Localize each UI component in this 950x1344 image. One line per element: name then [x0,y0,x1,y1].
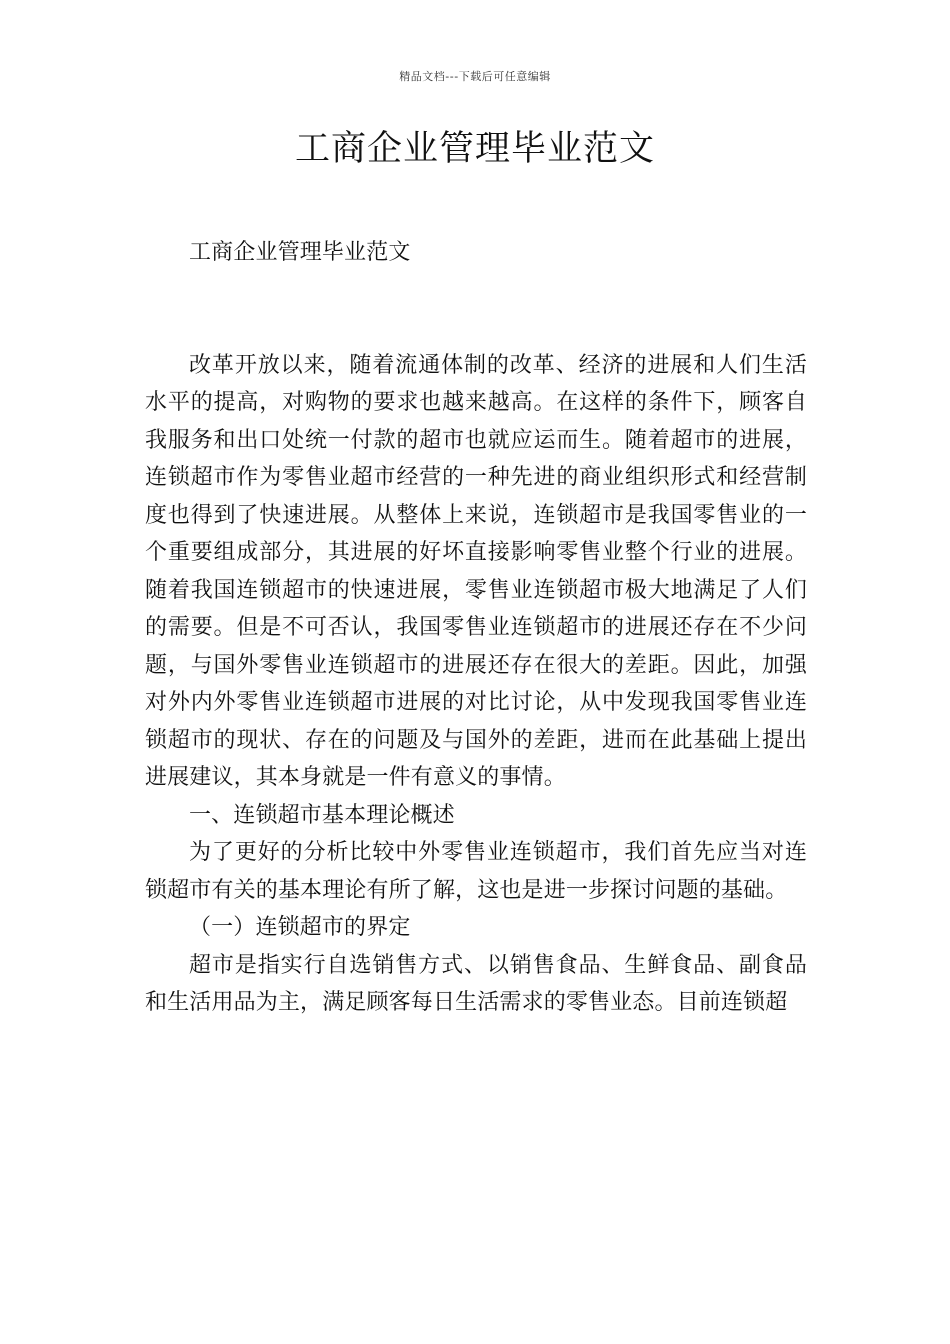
document-body [145,234,807,1022]
subsection-1-paragraph: 超市是指实行自选销售方式、以销售食品、生鲜食品、副食品和生活用品为主，满足顾客每日生活需求的零售业态。目前连锁超 [145,952,807,1015]
section-1-paragraph: 为了更好的分析比较中外零售业连锁超市，我们首先应当对连锁超市有关的基本理论有所了解，这也是进一步探讨问题的基础。 [145,840,807,903]
section-heading-1: 一、连锁超市基本理论概述 [189,802,455,828]
body-title-line: 工商企业管理毕业范文 [189,240,411,265]
header-note: 精品文档---下载后可任意编辑 [399,70,551,83]
document-title: 工商企业管理毕业范文 [294,129,655,169]
intro-paragraph: 改革开放以来，随着流通体制的改革、经济的进展和人们生活水平的提高，对购物的要求也越来越高。在这样的条件下，顾客自我服务和出口处统一付款的超市也就应运而生。随着超市的进展，连锁超市作为零售业超市经营的一种先进的商业组织形式和经营制度也得到了快速进展。从整体上来说，连锁超市是我国零售业的一个重要组成部分，其进展的好坏直接影响零售业整个行业的进展。随着我国连锁超市的快速进展，零售业连锁超市极大地满足了人们的需要。但是不可否认，我国零售业连锁超市的进展还存在不少问题，与国外零售业连锁超市的进展还存在很大的差距。因此，加强对外内外零售业连锁超市进展的对比讨论，从中发现我国零售业连锁超市的现状、存在的问题及与国外的差距，进而在此基础上提出进展建议，其本身就是一件有意义的事情。 [145,352,807,790]
subsection-heading-1: （一）连锁超市的界定 [189,915,411,940]
